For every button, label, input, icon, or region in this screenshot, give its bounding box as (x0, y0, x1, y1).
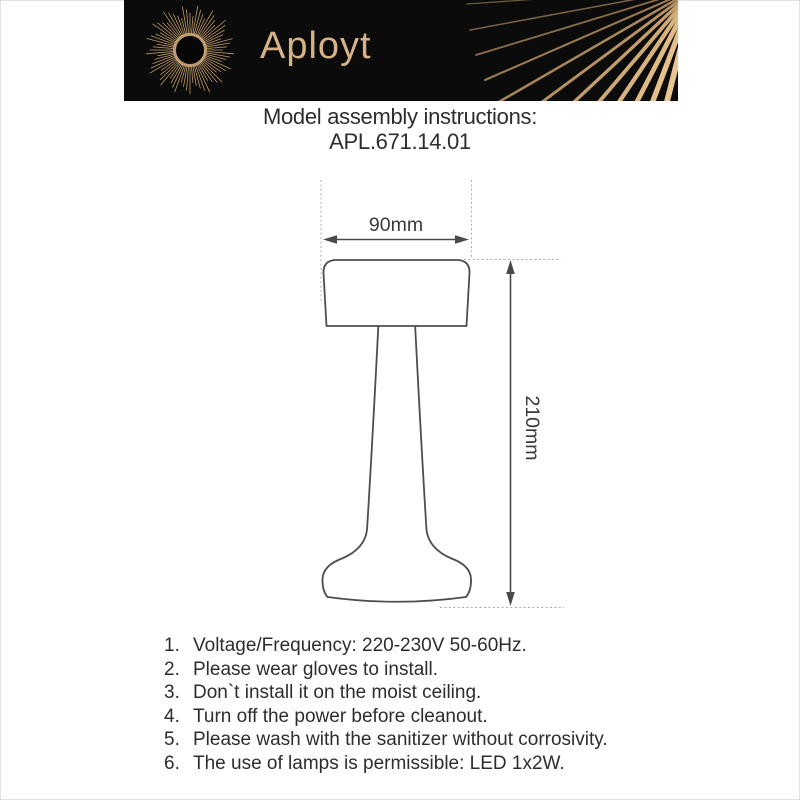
item-text: The use of lamps is permissible: LED 1x2W. (193, 752, 565, 774)
brand-name: Aployt (260, 25, 372, 67)
item-number: 1. (164, 635, 180, 656)
list-item (158, 658, 608, 682)
model-number: APL.671.14.01 (329, 128, 471, 154)
item-number: 4. (164, 705, 180, 727)
item-number: 6. (164, 752, 180, 774)
width-dimension-label: 90mm (368, 214, 424, 236)
list-item (158, 634, 608, 658)
item-text: Please wash with the sanitizer without corrosivity. (193, 729, 608, 751)
list-item (158, 728, 608, 752)
sunrays-icon (124, 0, 678, 101)
item-text: Please wear gloves to install. (193, 658, 439, 680)
item-number: 2. (164, 658, 180, 680)
arrow-down-icon (506, 592, 515, 606)
item-number: 3. (164, 682, 180, 704)
title-line-1: Model assembly instructions: (262, 104, 538, 129)
list-item (158, 681, 608, 705)
item-text: Voltage/Frequency: 220-230V 50-60Hz. (193, 635, 527, 656)
page-title (0, 105, 800, 154)
brand-banner (124, 0, 678, 101)
lamp-shade-outline (323, 260, 469, 326)
item-text: Don`t install it on the moist ceiling. (193, 682, 482, 704)
list-item (158, 705, 608, 729)
lamp-diagram (280, 170, 580, 630)
arrow-right-icon (455, 235, 469, 244)
item-number: 5. (164, 729, 180, 751)
height-dimension-label: 210mm (521, 395, 543, 461)
arrow-left-icon (323, 235, 337, 244)
item-text: Turn off the power before cleanout. (193, 705, 488, 727)
instruction-list (158, 634, 608, 776)
lamp-body-outline (322, 323, 471, 602)
arrow-up-icon (506, 260, 515, 274)
list-item (158, 752, 608, 776)
